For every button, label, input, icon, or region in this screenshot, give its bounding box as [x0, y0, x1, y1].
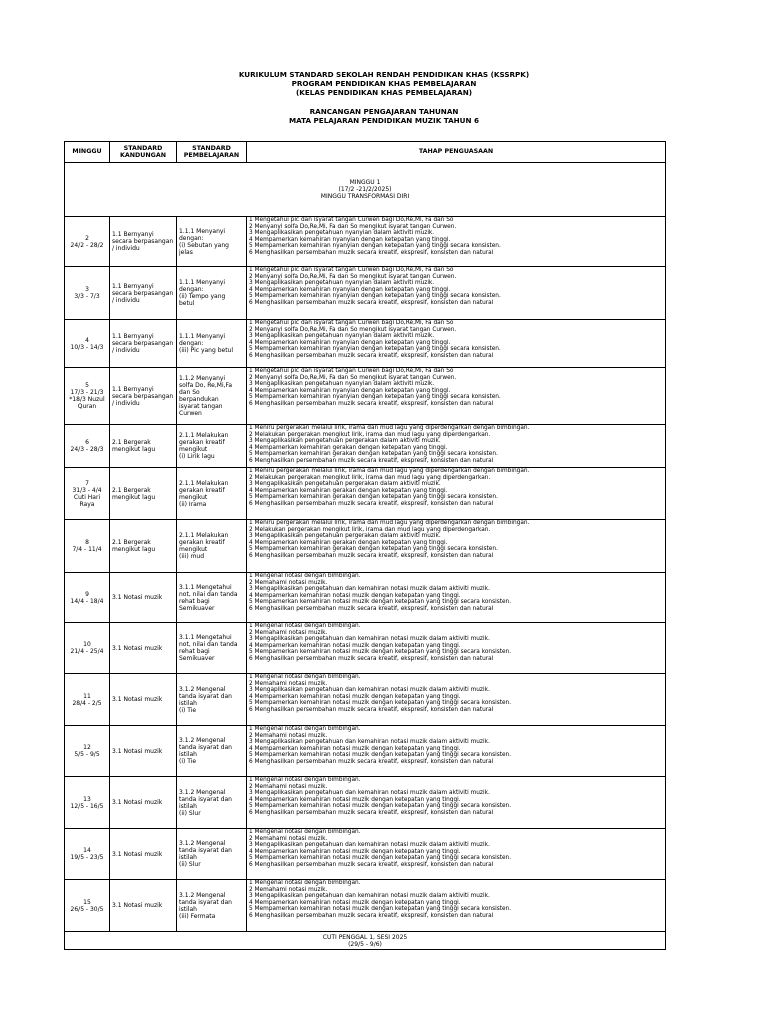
tahap-penguasaan-cell-line: 2 Memahami notasi muzik.	[249, 835, 328, 842]
standard-kandungan-cell	[110, 368, 177, 425]
table-row	[65, 425, 666, 468]
standard-kandungan-cell	[110, 320, 177, 368]
minggu-cell-line: 2	[85, 234, 89, 242]
tahap-penguasaan-cell-line: 2 Memahami notasi muzik.	[249, 732, 328, 739]
standard-pembelajaran-cell-line: 2.1.1 Melakukan	[179, 432, 229, 439]
standard-pembelajaran-cell-line: 3.1.1 Mengetahui	[179, 583, 232, 591]
standard-pembelajaran-cell	[177, 468, 247, 520]
standard-pembelajaran-cell-line: (ii) Slur	[179, 861, 201, 868]
header-sk-line: STANDARD	[123, 144, 163, 152]
standard-pembelajaran-cell-line: dan So	[179, 389, 200, 396]
standard-pembelajaran-cell-line: 2.1.1 Melakukan	[179, 532, 229, 539]
tahap-penguasaan-cell-line: 1 Meniru pergerakan melalui lirik, irama dan mud lagu yang diperdengarkan dengan bimbingan.	[249, 425, 530, 431]
week1-row	[65, 163, 666, 217]
minggu-cell	[65, 829, 110, 880]
standard-kandungan-cell-line: 3.1 Notasi muzik	[112, 644, 163, 652]
minggu-cell-line: 15	[83, 898, 91, 906]
tahap-penguasaan-cell-line: 6 Menghasilkan persembahan muzik secara kreatif, ekspresif, konsisten dan natural	[249, 552, 494, 559]
tahap-penguasaan-cell	[247, 623, 666, 674]
standard-kandungan-cell-line: secara berpasangan	[112, 340, 174, 347]
standard-pembelajaran-cell	[177, 573, 247, 623]
standard-pembelajaran-cell-line: 3.1.2 Mengenal	[179, 788, 226, 796]
table-row	[65, 829, 666, 880]
standard-kandungan-cell-line: 1.1 Bernyanyi	[112, 333, 154, 340]
standard-pembelajaran-cell	[177, 320, 247, 368]
standard-pembelajaran-cell-line: 2.1.1 Melakukan	[179, 479, 229, 487]
minggu-cell-line: 31/3 - 4/4	[72, 486, 102, 494]
tahap-penguasaan-cell-line: 6 Menghasilkan persembahan muzik secara kreatif, ekspresif, konsisten dan natural	[249, 457, 494, 464]
standard-pembelajaran-cell-line: (i) Lirik lagu	[179, 453, 215, 460]
tahap-penguasaan-cell-line: 4 Mempamerkan kemahiran gerakan dengan ketepatan yang tinggi.	[249, 487, 448, 494]
tahap-penguasaan-cell-line: 3 Mengaplikasikan pengetahuan dan kemahiran notasi muzik dalam aktiviti muzik.	[249, 790, 490, 797]
standard-pembelajaran-cell-line: Semikuaver	[179, 604, 215, 612]
week1-line: MINGGU TRANSFORMASI DIRI	[320, 193, 410, 200]
tahap-penguasaan-cell-line: 6 Menghasilkan persembahan muzik secara kreatif, ekspresif, konsisten dan natural	[249, 249, 494, 256]
standard-pembelajaran-cell-line: 1.1.2 Menyanyi	[179, 375, 226, 382]
tahap-penguasaan-cell-line: 3 Mengaplikasikan pengetahuan nyanyian dalam aktiviti muzik.	[249, 333, 435, 340]
tahap-penguasaan-cell-line: 3 Mengaplikasikan pengetahuan pergerakan dalam aktiviti muzik.	[249, 481, 441, 488]
cuti-cell	[65, 932, 666, 950]
minggu-cell-line: 24/2 - 28/2	[70, 241, 104, 249]
minggu-cell	[65, 880, 110, 932]
tahap-penguasaan-cell-line: 6 Menghasilkan persembahan muzik secara kreatif, ekspresif, konsisten dan natural	[249, 655, 494, 662]
tahap-penguasaan-cell	[247, 217, 666, 267]
minggu-cell-line: 6	[85, 439, 89, 446]
tahap-penguasaan-cell-line: 5 Mempamerkan kemahiran notasi muzik dengan ketepatan yang tinggi secara konsisten.	[249, 599, 512, 606]
tahap-penguasaan-cell-line: 6 Menghasilkan persembahan muzik secara kreatif, ekspresif, konsisten dan natural	[249, 706, 494, 713]
tahap-penguasaan-cell-line: 6 Menghasilkan persembahan muzik secara kreatif, ekspresif, konsisten dan natural	[249, 605, 494, 612]
tahap-penguasaan-cell	[247, 468, 666, 520]
standard-kandungan-cell-line: / individu	[112, 347, 140, 354]
standard-pembelajaran-cell	[177, 217, 247, 267]
standard-pembelajaran-cell-line: gerakan kreatif	[179, 539, 225, 546]
tahap-penguasaan-cell	[247, 726, 666, 777]
standard-pembelajaran-cell-line: (iii) mud	[179, 553, 205, 560]
minggu-cell-line: 21/4 - 25/4	[70, 648, 104, 655]
minggu-cell	[65, 217, 110, 267]
standard-pembelajaran-cell-line: Semikuaver	[179, 655, 215, 662]
minggu-cell-line: 28/4 - 2/5	[72, 699, 102, 707]
table-header-row	[65, 142, 666, 163]
tahap-penguasaan-cell-line: 3 Mengaplikasikan pengetahuan pergerakan dalam aktiviti muzik.	[249, 438, 441, 445]
tahap-penguasaan-cell-line: 4 Mempamerkan kemahiran gerakan dengan ketepatan yang tinggi.	[249, 539, 448, 546]
minggu-cell-line: *18/3 Nuzul	[69, 396, 105, 403]
minggu-cell-line: 7	[85, 479, 89, 487]
standard-pembelajaran-cell	[177, 777, 247, 829]
standard-pembelajaran-cell-line: (ii) Tempo yang	[179, 293, 226, 300]
tahap-penguasaan-cell-line: 2 Melakukan pergerakan mengikut lirik, irama dan mud lagu yang diperdengarkan.	[249, 431, 491, 438]
header-line-5: MATA PELAJARAN PENDIDIKAN MUZIK TAHUN 6	[288, 116, 480, 125]
standard-pembelajaran-cell-line: tanda isyarat dan	[179, 898, 232, 906]
standard-kandungan-cell-line: / individu	[112, 399, 140, 407]
standard-kandungan-cell-line: secara berpasangan	[112, 392, 174, 400]
standard-kandungan-cell-line: secara berpasangan	[112, 238, 174, 245]
tahap-penguasaan-cell-line: 6 Menghasilkan persembahan muzik secara kreatif, ekspresif, konsisten dan natural	[249, 299, 494, 306]
minggu-cell	[65, 267, 110, 320]
table-row	[65, 726, 666, 777]
header-tahap-penguasaan: TAHAP PENGUASAAN	[247, 142, 666, 163]
standard-kandungan-cell-line: 2.1 Bergerak	[112, 486, 151, 494]
tahap-penguasaan-cell-line: 3 Mengaplikasikan pengetahuan dan kemahiran notasi muzik dalam aktiviti muzik.	[249, 586, 490, 593]
tahap-penguasaan-cell-line: 4 Mempamerkan kemahiran notasi muzik dengan ketepatan yang tinggi.	[249, 642, 461, 649]
standard-pembelajaran-cell-line: 3.1.2 Mengenal	[179, 840, 226, 847]
cuti-line: (29/5 - 9/6)	[348, 940, 382, 948]
standard-pembelajaran-cell-line: (i) Tie	[179, 706, 197, 714]
standard-pembelajaran-cell-line: (i) Sebutan yang	[179, 241, 229, 249]
standard-kandungan-cell-line: 3.1 Notasi muzik	[112, 799, 163, 806]
document-header	[0, 70, 768, 125]
tahap-penguasaan-cell	[247, 425, 666, 468]
tahap-penguasaan-cell-line: 6 Menghasilkan persembahan muzik secara kreatif, ekspresif, konsisten dan natural	[249, 912, 494, 919]
standard-kandungan-cell-line: 3.1 Notasi muzik	[112, 696, 163, 703]
standard-kandungan-cell-line: 3.1 Notasi muzik	[112, 850, 163, 858]
tahap-penguasaan-cell-line: 5 Mempamerkan kemahiran nyanyian dengan ketepatan yang tinggi secara konsisten.	[249, 346, 501, 353]
standard-pembelajaran-cell-line: rehat bagi	[179, 648, 210, 655]
tahap-penguasaan-cell-line: 5 Mempamerkan kemahiran nyanyian dengan ketepatan yang tinggi secara konsisten.	[249, 394, 501, 401]
tahap-penguasaan-cell-line: 5 Mempamerkan kemahiran nyanyian dengan ketepatan yang tinggi secara konsisten.	[249, 243, 501, 250]
cuti-line: CUTI PENGGAL 1, SESI 2025	[322, 933, 408, 941]
tahap-penguasaan-cell-line: 5 Mempamerkan kemahiran notasi muzik dengan ketepatan yang tinggi secara konsisten.	[249, 855, 512, 862]
minggu-cell	[65, 520, 110, 573]
tahap-penguasaan-cell-line: 2 Melakukan pergerakan mengikut lirik, irama dan mud lagu yang diperdengarkan.	[249, 526, 491, 533]
minggu-cell-line: Quran	[77, 403, 97, 410]
standard-pembelajaran-cell	[177, 520, 247, 573]
tahap-penguasaan-cell	[247, 880, 666, 932]
standard-pembelajaran-cell-line: isyarat tangan	[179, 403, 223, 410]
header-sk-line: KANDUNGAN	[120, 152, 166, 159]
tahap-penguasaan-cell-line: 3 Mengaplikasikan pengetahuan dan kemahiran notasi muzik dalam aktiviti muzik.	[249, 893, 490, 900]
tahap-penguasaan-cell-line: 4 Mempamerkan kemahiran notasi muzik dengan ketepatan yang tinggi.	[249, 693, 461, 700]
tahap-penguasaan-cell-line: 3 Mengaplikasikan pengetahuan dan kemahiran notasi muzik dalam aktiviti muzik.	[249, 687, 490, 694]
table-row	[65, 368, 666, 425]
standard-kandungan-cell-line: mengikut lagu	[112, 546, 156, 553]
standard-pembelajaran-cell	[177, 674, 247, 726]
standard-kandungan-cell	[110, 777, 177, 829]
standard-pembelajaran-cell-line: (ii) Slur	[179, 809, 201, 817]
tahap-penguasaan-cell-line: 4 Mempamerkan kemahiran nyanyian dengan ketepatan yang tinggi.	[249, 387, 451, 394]
standard-kandungan-cell-line: 3.1 Notasi muzik	[112, 747, 163, 755]
minggu-cell	[65, 320, 110, 368]
table-row	[65, 468, 666, 520]
standard-pembelajaran-cell-line: (iii) Pic yang betul	[179, 347, 234, 354]
standard-pembelajaran-cell-line: 1.1.1 Menyanyi	[179, 333, 226, 340]
standard-pembelajaran-cell-line: (ii) Irama	[179, 500, 207, 508]
minggu-cell-line: 7/4 - 11/4	[72, 546, 102, 553]
minggu-cell-line: 14	[83, 847, 91, 854]
tahap-penguasaan-cell-line: 1 Mengetahui pic dan isyarat tangan Curwen bagi Do,Re,Mi, Fa dan So	[249, 217, 454, 223]
header-standard-kandungan	[110, 142, 177, 163]
standard-pembelajaran-cell-line: berpandukan	[179, 396, 219, 403]
header-sp-line: PEMBELAJARAN	[183, 152, 240, 159]
minggu-cell-line: 17/3 - 21/3	[70, 389, 104, 396]
standard-kandungan-cell	[110, 623, 177, 674]
table-row	[65, 520, 666, 573]
standard-pembelajaran-cell	[177, 425, 247, 468]
standard-pembelajaran-cell-line: 3.1.1 Mengetahui	[179, 634, 232, 641]
tahap-penguasaan-cell-line: 1 Mengenal notasi dengan bimbingan.	[249, 623, 361, 629]
tahap-penguasaan-cell	[247, 777, 666, 829]
tahap-penguasaan-cell-line: 6 Menghasilkan persembahan muzik secara kreatif, ekspresif, konsisten dan natural	[249, 352, 494, 359]
minggu-cell-line: 9	[85, 590, 89, 598]
tahap-penguasaan-cell-line: 5 Mempamerkan kemahiran notasi muzik dengan ketepatan yang tinggi secara konsisten.	[249, 649, 512, 656]
tahap-penguasaan-cell-line: 2 Memahami notasi muzik.	[249, 579, 328, 586]
standard-kandungan-cell	[110, 829, 177, 880]
standard-kandungan-cell	[110, 468, 177, 520]
tahap-penguasaan-cell-line: 1 Mengetahui pic dan isyarat tangan Curwen bagi Do,Re,Mi, Fa dan So	[249, 368, 454, 374]
tahap-penguasaan-cell-line: 4 Mempamerkan kemahiran notasi muzik dengan ketepatan yang tinggi.	[249, 796, 461, 803]
standard-kandungan-cell-line: 3.1 Notasi muzik	[112, 902, 163, 909]
tahap-penguasaan-cell-line: 2 Menyanyi solfa Do,Re,Mi, Fa dan So mengikut isyarat tangan Curwen.	[249, 374, 457, 381]
tahap-penguasaan-cell-line: 3 Mengaplikasikan pengetahuan nyanyian dalam aktiviti muzik.	[249, 230, 435, 237]
tahap-penguasaan-cell	[247, 267, 666, 320]
tahap-penguasaan-cell-line: 2 Memahami notasi muzik.	[249, 629, 328, 636]
standard-kandungan-cell	[110, 674, 177, 726]
standard-kandungan-cell-line: 3.1 Notasi muzik	[112, 594, 163, 601]
minggu-cell	[65, 674, 110, 726]
standard-pembelajaran-cell-line: gerakan kreatif	[179, 439, 225, 446]
standard-kandungan-cell	[110, 267, 177, 320]
minggu-cell-line: 13	[83, 795, 91, 803]
tahap-penguasaan-cell-line: 3 Mengaplikasikan pengetahuan pergerakan dalam aktiviti muzik.	[249, 533, 441, 540]
tahap-penguasaan-cell	[247, 368, 666, 425]
table-row	[65, 674, 666, 726]
minggu-cell	[65, 623, 110, 674]
minggu-cell-line: 12/5 - 16/5	[70, 802, 104, 810]
standard-pembelajaran-cell	[177, 368, 247, 425]
tahap-penguasaan-cell-line: 3 Mengaplikasikan pengetahuan dan kemahiran notasi muzik dalam aktiviti muzik.	[249, 636, 490, 643]
tahap-penguasaan-cell-line: 6 Menghasilkan persembahan muzik secara kreatif, ekspresif, konsisten dan natural	[249, 400, 494, 407]
standard-pembelajaran-cell-line: not, nilai dan tanda	[179, 590, 238, 598]
minggu-cell-line: 5/5 - 9/5	[74, 751, 100, 758]
minggu-cell	[65, 726, 110, 777]
standard-kandungan-cell-line: / individu	[112, 245, 140, 252]
tahap-penguasaan-cell-line: 4 Mempamerkan kemahiran notasi muzik dengan ketepatan yang tinggi.	[249, 745, 461, 752]
tahap-penguasaan-cell-line: 1 Mengetahui pic dan isyarat tangan Curwen bagi Do,Re,Mi, Fa dan So	[249, 320, 454, 326]
tahap-penguasaan-cell-line: 6 Menghasilkan persembahan muzik secara kreatif, ekspresif, konsisten dan natural	[249, 861, 494, 868]
standard-kandungan-cell-line: 2.1 Bergerak	[112, 439, 151, 446]
header-sp-line: STANDARD	[192, 144, 231, 152]
minggu-cell-line: 26/5 - 30/5	[70, 905, 104, 913]
table-row	[65, 267, 666, 320]
standard-pembelajaran-cell	[177, 623, 247, 674]
standard-pembelajaran-cell-line: istilah	[179, 802, 197, 810]
header-standard-pembelajaran	[177, 142, 247, 163]
tahap-penguasaan-cell	[247, 520, 666, 573]
standard-kandungan-cell-line: 1.1 Bernyanyi	[112, 385, 154, 393]
minggu-cell-line: Raya	[79, 500, 95, 508]
tahap-penguasaan-cell-line: 4 Mempamerkan kemahiran notasi muzik dengan ketepatan yang tinggi.	[249, 899, 461, 906]
tahap-penguasaan-cell-line: 6 Menghasilkan persembahan muzik secara kreatif, ekspresif, konsisten dan natural	[249, 758, 494, 765]
tahap-penguasaan-cell-line: 5 Mempamerkan kemahiran notasi muzik dengan ketepatan yang tinggi secara konsisten.	[249, 752, 512, 759]
standard-kandungan-cell-line: 1.1 Bernyanyi	[112, 231, 154, 238]
standard-pembelajaran-cell-line: istilah	[179, 905, 197, 913]
standard-pembelajaran-cell-line: gerakan kreatif	[179, 486, 225, 494]
tahap-penguasaan-cell-line: 3 Mengaplikasikan pengetahuan dan kemahiran notasi muzik dalam aktiviti muzik.	[249, 739, 490, 746]
tahap-penguasaan-cell-line: 3 Mengaplikasikan pengetahuan nyanyian dalam aktiviti muzik.	[249, 381, 435, 388]
minggu-cell	[65, 368, 110, 425]
standard-kandungan-cell-line: mengikut lagu	[112, 493, 156, 501]
minggu-cell	[65, 425, 110, 468]
minggu-cell-line: 3/3 - 7/3	[74, 293, 100, 300]
standard-pembelajaran-cell-line: jelas	[179, 248, 193, 256]
minggu-cell-line: 5	[85, 382, 89, 389]
minggu-cell-line: 14/4 - 18/4	[70, 597, 104, 605]
tahap-penguasaan-cell-line: 1 Mengenal notasi dengan bimbingan.	[249, 726, 361, 732]
table-row	[65, 777, 666, 829]
standard-pembelajaran-cell-line: 1.1.1 Menyanyi	[179, 279, 226, 286]
tahap-penguasaan-cell-line: 1 Mengenal notasi dengan bimbingan.	[249, 829, 361, 835]
tahap-penguasaan-cell-line: 2 Memahami notasi muzik.	[249, 783, 328, 790]
minggu-cell-line: 3	[85, 286, 89, 293]
tahap-penguasaan-cell-line: 4 Mempamerkan kemahiran nyanyian dengan ketepatan yang tinggi.	[249, 339, 451, 346]
header-line-2: PROGRAM PENDIDIKAN KHAS PEMBELAJARAN	[291, 79, 477, 88]
tahap-penguasaan-cell-line: 2 Menyanyi solfa Do,Re,Mi, Fa dan So mengikut isyarat tangan Curwen.	[249, 273, 457, 280]
minggu-cell-line: 24/3 - 28/3	[70, 446, 104, 453]
table-row	[65, 320, 666, 368]
tahap-penguasaan-cell-line: 1 Mengenal notasi dengan bimbingan.	[249, 674, 361, 680]
standard-pembelajaran-cell-line: 3.1.2 Mengenal	[179, 737, 226, 744]
standard-pembelajaran-cell-line: tanda isyarat dan	[179, 744, 232, 751]
minggu-cell	[65, 573, 110, 623]
tahap-penguasaan-cell-line: 5 Mempamerkan kemahiran notasi muzik dengan ketepatan yang tinggi secara konsisten.	[249, 906, 512, 913]
minggu-cell-line: Cuti Hari	[73, 493, 101, 501]
standard-pembelajaran-cell	[177, 829, 247, 880]
tahap-penguasaan-cell-line: 4 Mempamerkan kemahiran notasi muzik dengan ketepatan yang tinggi.	[249, 848, 461, 855]
standard-pembelajaran-cell-line: istilah	[179, 854, 197, 861]
tahap-penguasaan-cell-line: 4 Mempamerkan kemahiran nyanyian dengan ketepatan yang tinggi.	[249, 236, 451, 243]
header-line-3: (KELAS PENDIDIKAN KHAS PEMBELAJARAN)	[295, 88, 473, 97]
standard-pembelajaran-cell-line: istilah	[179, 751, 197, 758]
tahap-penguasaan-cell-line: 6 Menghasilkan persembahan muzik secara kreatif, ekspresif, konsisten dan natural	[249, 500, 494, 507]
standard-pembelajaran-cell-line: (i) Tie	[179, 758, 197, 765]
tahap-penguasaan-cell-line: 5 Mempamerkan kemahiran notasi muzik dengan ketepatan yang tinggi secara konsisten.	[249, 803, 512, 810]
tahap-penguasaan-cell-line: 4 Mempamerkan kemahiran nyanyian dengan ketepatan yang tinggi.	[249, 286, 451, 293]
week1-line: MINGGU 1	[349, 179, 381, 186]
minggu-cell	[65, 777, 110, 829]
tahap-penguasaan-cell-line: 1 Meniru pergerakan melalui lirik, irama dan mud lagu yang diperdengarkan dengan bimbingan.	[249, 520, 530, 526]
tahap-penguasaan-cell	[247, 573, 666, 623]
standard-kandungan-cell-line: mengikut lagu	[112, 446, 156, 453]
standard-pembelajaran-cell-line: 3.1.2 Mengenal	[179, 891, 226, 899]
tahap-penguasaan-cell-line: 1 Mengenal notasi dengan bimbingan.	[249, 777, 361, 783]
standard-kandungan-cell	[110, 880, 177, 932]
week1-line: (17/2 -21/2/2025)	[338, 186, 392, 193]
tahap-penguasaan-cell-line: 6 Menghasilkan persembahan muzik secara kreatif, ekspresif, konsisten dan natural	[249, 809, 494, 816]
standard-pembelajaran-cell-line: 1.1.1 Menyanyi	[179, 227, 226, 235]
standard-pembelajaran-cell-line: mengikut	[179, 446, 208, 453]
table-row	[65, 623, 666, 674]
minggu-cell-line: 10/3 - 14/3	[70, 343, 104, 351]
standard-pembelajaran-cell-line: tanda isyarat dan	[179, 795, 232, 803]
tahap-penguasaan-cell-line: 2 Menyanyi solfa Do,Re,Mi, Fa dan So mengikut isyarat tangan Curwen.	[249, 223, 457, 230]
tahap-penguasaan-cell-line: 5 Mempamerkan kemahiran gerakan dengan ketepatan yang tinggi secara konsisten.	[249, 494, 498, 501]
standard-kandungan-cell-line: / individu	[112, 296, 140, 304]
standard-pembelajaran-cell-line: (iii) Fermata	[179, 912, 216, 920]
tahap-penguasaan-cell-line: 1 Mengetahui pic dan isyarat tangan Curwen bagi Do,Re,Mi, Fa dan So	[249, 267, 454, 273]
tahap-penguasaan-cell-line: 2 Menyanyi solfa Do,Re,Mi, Fa dan So mengikut isyarat tangan Curwen.	[249, 326, 457, 333]
standard-pembelajaran-cell-line: betul	[179, 300, 195, 307]
tahap-penguasaan-cell-line: 3 Mengaplikasikan pengetahuan dan kemahiran notasi muzik dalam aktiviti muzik.	[249, 842, 490, 849]
standard-pembelajaran-cell-line: istilah	[179, 699, 197, 707]
standard-kandungan-cell	[110, 425, 177, 468]
standard-kandungan-cell	[110, 573, 177, 623]
table-row	[65, 880, 666, 932]
tahap-penguasaan-cell-line: 4 Mempamerkan kemahiran gerakan dengan ketepatan yang tinggi.	[249, 444, 448, 451]
standard-pembelajaran-cell-line: rehat bagi	[179, 597, 210, 605]
tahap-penguasaan-cell-line: 2 Melakukan pergerakan mengikut lirik, irama dan mud lagu yang diperdengarkan.	[249, 474, 491, 481]
standard-pembelajaran-cell	[177, 880, 247, 932]
standard-pembelajaran-cell-line: tanda isyarat dan	[179, 847, 232, 854]
minggu-cell-line: 4	[85, 336, 89, 344]
tahap-penguasaan-cell-line: 1 Mengenal notasi dengan bimbingan.	[249, 880, 361, 886]
tahap-penguasaan-cell	[247, 320, 666, 368]
header-line-1: KURIKULUM STANDARD SEKOLAH RENDAH PENDIDIKAN KHAS (KSSRPK)	[238, 70, 530, 79]
minggu-cell-line: 10	[83, 641, 91, 648]
standard-pembelajaran-cell-line: mengikut	[179, 546, 208, 553]
tahap-penguasaan-cell-line: 2 Memahami notasi muzik.	[249, 886, 328, 893]
tahap-penguasaan-cell-line: 3 Mengaplikasikan pengetahuan nyanyian dalam aktiviti muzik.	[249, 280, 435, 287]
standard-pembelajaran-cell-line: dengan:	[179, 234, 204, 242]
standard-kandungan-cell	[110, 520, 177, 573]
minggu-cell-line: 11	[83, 692, 91, 700]
minggu-cell-line: 8	[85, 539, 89, 546]
cuti-row	[65, 932, 666, 950]
standard-kandungan-cell-line: secara berpasangan	[112, 289, 174, 297]
tahap-penguasaan-cell	[247, 674, 666, 726]
standard-pembelajaran-cell	[177, 726, 247, 777]
standard-kandungan-cell-line: 1.1 Bernyanyi	[112, 282, 154, 290]
standard-pembelajaran-cell-line: dengan:	[179, 340, 204, 347]
week1-cell	[65, 163, 666, 217]
standard-pembelajaran-cell-line: mengikut	[179, 493, 208, 501]
minggu-cell-line: 12	[83, 744, 91, 751]
standard-pembelajaran-cell-line: 3.1.2 Mengenal	[179, 685, 226, 693]
standard-kandungan-cell-line: 2.1 Bergerak	[112, 539, 151, 546]
tahap-penguasaan-cell-line: 1 Mengenal notasi dengan bimbingan.	[249, 573, 361, 579]
standard-kandungan-cell	[110, 726, 177, 777]
minggu-cell-line: 19/5 - 23/5	[70, 854, 104, 861]
tahap-penguasaan-cell-line: 5 Mempamerkan kemahiran notasi muzik dengan ketepatan yang tinggi secara konsisten.	[249, 700, 512, 707]
standard-pembelajaran-cell-line: dengan:	[179, 286, 204, 293]
minggu-cell	[65, 468, 110, 520]
tahap-penguasaan-cell-line: 5 Mempamerkan kemahiran gerakan dengan ketepatan yang tinggi secara konsisten.	[249, 546, 498, 553]
table-row	[65, 217, 666, 267]
standard-pembelajaran-cell	[177, 267, 247, 320]
tahap-penguasaan-cell-line: 4 Mempamerkan kemahiran notasi muzik dengan ketepatan yang tinggi.	[249, 592, 461, 599]
standard-pembelajaran-cell-line: solfa Do, Re,Mi,Fa	[179, 382, 233, 389]
standard-pembelajaran-cell-line: Curwen	[179, 410, 202, 417]
header-minggu: MINGGU	[65, 142, 110, 163]
standard-pembelajaran-cell-line: tanda isyarat dan	[179, 692, 232, 700]
tahap-penguasaan-cell-line: 2 Memahami notasi muzik.	[249, 680, 328, 687]
header-line-4: RANCANGAN PENGAJARAN TAHUNAN	[309, 107, 459, 116]
tahap-penguasaan-cell-line: 5 Mempamerkan kemahiran nyanyian dengan ketepatan yang tinggi secara konsisten.	[249, 293, 501, 300]
tahap-penguasaan-cell-line: 5 Mempamerkan kemahiran gerakan dengan ketepatan yang tinggi secara konsisten.	[249, 451, 498, 458]
tahap-penguasaan-cell-line: 1 Meniru pergerakan melalui lirik, irama dan mud lagu yang diperdengarkan dengan bimbingan.	[249, 468, 530, 474]
table-row	[65, 573, 666, 623]
standard-kandungan-cell	[110, 217, 177, 267]
standard-pembelajaran-cell-line: not, nilai dan tanda	[179, 641, 238, 648]
rpt-table	[64, 141, 666, 950]
tahap-penguasaan-cell	[247, 829, 666, 880]
